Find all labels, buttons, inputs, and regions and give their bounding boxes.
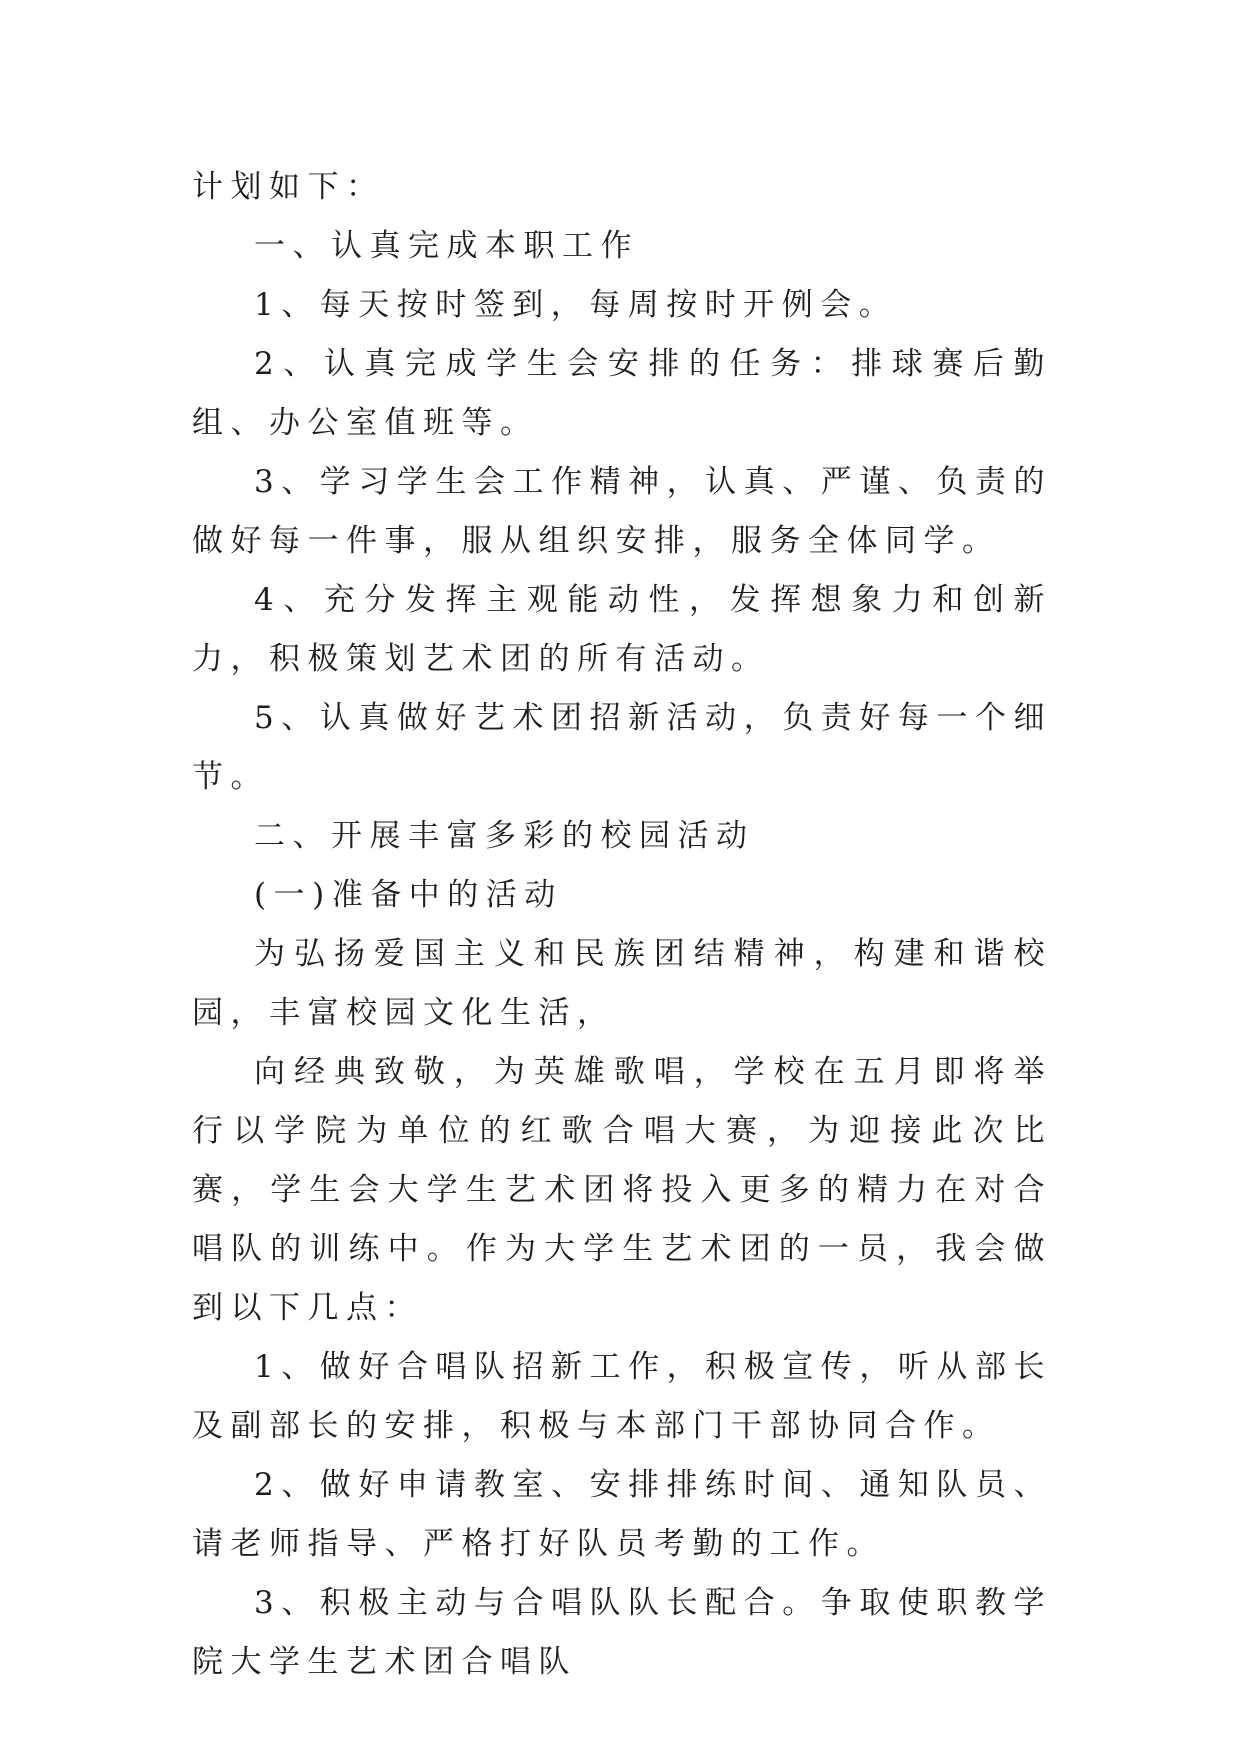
document-body bbox=[192, 158, 1052, 1692]
paragraph-intro: 计划如下： bbox=[192, 169, 385, 205]
paragraph-purpose: 为弘扬爱国主义和民族团结精神，构建和谐校园，丰富校园文化生活， bbox=[192, 936, 1052, 1031]
heading-section-2: 二、开展丰富多彩的校园活动 bbox=[254, 818, 755, 854]
list-item-choir-1: 1、做好合唱队招新工作，积极宣传，听从部长及副部长的安排，积极与本部门干部协同合作。 bbox=[192, 1349, 1052, 1444]
list-item-choir-2: 2、做好申请教室、安排排练时间、通知队员、请老师指导、严格打好队员考勤的工作。 bbox=[192, 1467, 1052, 1562]
paragraph-competition: 向经典致敬，为英雄歌唱，学校在五月即将举行以学院为单位的红歌合唱大赛，为迎接此次比赛，学生会大学生艺术团将投入更多的精力在对合唱队的训练中。作为大学生艺术团的一员，我会做到以下几点： bbox=[192, 1054, 1052, 1326]
list-item-choir-3: 3、积极主动与合唱队队长配合。争取使职教学院大学生艺术团合唱队 bbox=[192, 1585, 1052, 1680]
list-item-1: 1、每天按时签到，每周按时开例会。 bbox=[254, 287, 898, 323]
list-item-5: 5、认真做好艺术团招新活动，负责好每一个细节。 bbox=[192, 700, 1052, 795]
heading-section-1: 一、认真完成本职工作 bbox=[254, 228, 639, 264]
list-item-3: 3、学习学生会工作精神，认真、严谨、负责的做好每一件事，服从组织安排，服务全体同学。 bbox=[192, 464, 1052, 559]
list-item-4: 4、充分发挥主观能动性，发挥想象力和创新力，积极策划艺术团的所有活动。 bbox=[192, 582, 1052, 677]
subheading-activities: (一)准备中的活动 bbox=[254, 877, 563, 913]
list-item-2: 2、认真完成学生会安排的任务：排球赛后勤组、办公室值班等。 bbox=[192, 346, 1052, 441]
